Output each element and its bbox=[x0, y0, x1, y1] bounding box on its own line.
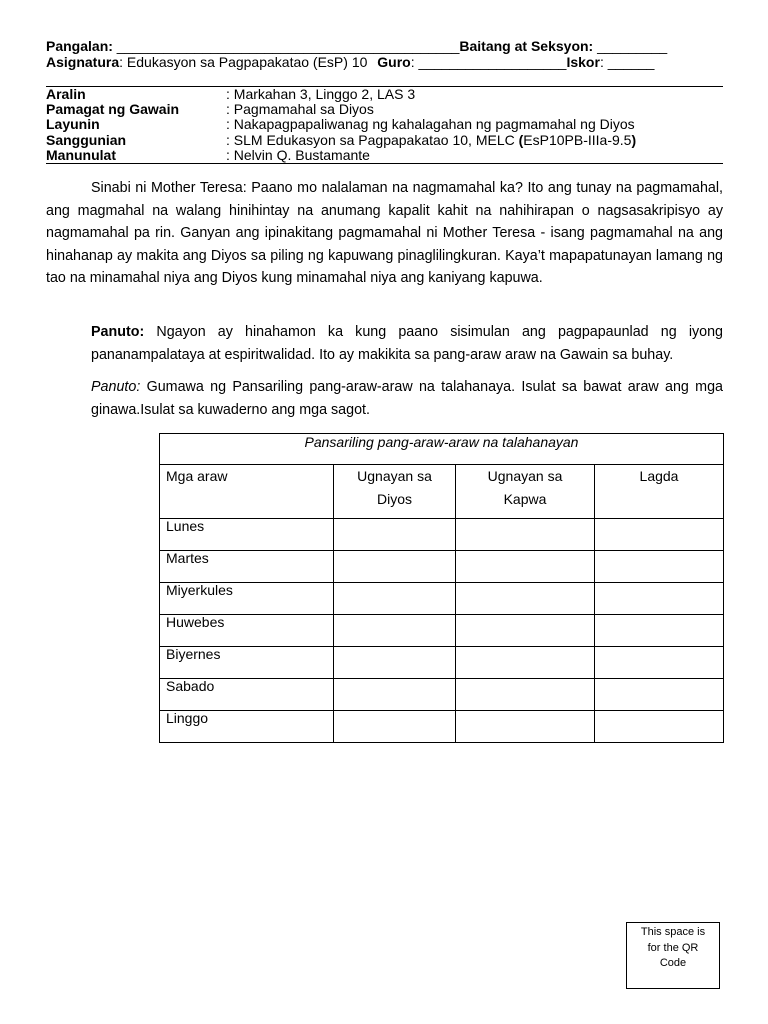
day-cell: Miyerkules bbox=[160, 583, 334, 615]
instruction-2 bbox=[91, 376, 723, 421]
signature-cell[interactable] bbox=[595, 615, 724, 647]
info-row-aralin bbox=[46, 87, 636, 102]
col-relationship-god-header: Ugnayan sa Diyos bbox=[334, 465, 456, 519]
info-row-pamagat bbox=[46, 102, 636, 117]
col-signature-header: Lagda bbox=[595, 465, 724, 519]
info-value: : Markahan 3, Linggo 2, LAS 3 bbox=[226, 86, 416, 102]
table-row bbox=[160, 551, 724, 583]
neighbor-cell[interactable] bbox=[456, 519, 595, 551]
teacher-label: Guro bbox=[377, 54, 411, 70]
day-cell: Huwebes bbox=[160, 615, 334, 647]
signature-cell[interactable] bbox=[595, 679, 724, 711]
lesson-info bbox=[46, 87, 636, 163]
info-key: Layunin bbox=[46, 116, 100, 133]
col-relationship-neighbor-header: Ugnayan sa Kapwa bbox=[456, 465, 595, 519]
table-row bbox=[160, 647, 724, 679]
name-blank[interactable]: ____________________________________________ bbox=[112, 38, 460, 54]
info-value: : Nakapagpapaliwanag ng kahalagahan ng pagmamahal ng Diyos bbox=[226, 116, 635, 133]
god-cell[interactable] bbox=[334, 583, 456, 615]
table-caption-row bbox=[160, 434, 724, 465]
signature-cell[interactable] bbox=[595, 647, 724, 679]
day-cell: Biyernes bbox=[160, 647, 334, 679]
info-value: : Pagmamahal sa Diyos bbox=[226, 101, 374, 118]
grade-section-label: Baitang at Seksyon: bbox=[459, 38, 594, 54]
table-header-row bbox=[160, 465, 724, 519]
subject-label: Asignatura bbox=[46, 54, 120, 70]
neighbor-cell[interactable] bbox=[456, 711, 595, 743]
day-cell: Sabado bbox=[160, 679, 334, 711]
signature-cell[interactable] bbox=[595, 711, 724, 743]
qr-note-line: for the QR bbox=[647, 941, 699, 954]
signature-cell[interactable] bbox=[595, 519, 724, 551]
table-row bbox=[160, 615, 724, 647]
instruction-2-text: Gumawa ng Pansariling pang-araw-araw na talahanaya. Isulat sa bawat araw ang mga ginawa.Isulat sa kuwaderno ang mga sagot. bbox=[91, 379, 723, 418]
subject-value: : Edukasyon sa Pagpapakatao (EsP) 10 bbox=[119, 54, 368, 70]
day-cell: Martes bbox=[160, 551, 334, 583]
neighbor-cell[interactable] bbox=[456, 615, 595, 647]
instruction-2-label: Panuto: bbox=[91, 379, 141, 395]
intro-paragraph: Sinabi ni Mother Teresa: Paano mo nalalaman na nagmamahal ka? Ito ang tunay na pagmamahal, ang magmahal na walang hinihintay na anumang kapalit kahit na nahihirapan o nagsasakripisyo ay nagmamahal pa rin. Ganyan ang ipinakitang pagmamahal ni Mother Teresa - isang pagmamahal na ang hinahanap ay makita ang Diyos sa piling ng kapuwang pinaglilingkuran. Kaya’t mapapatunayan lamang ng tao na minamahal niya ang Diyos kung minamahal niya ang kaniyang kapuwa. bbox=[46, 180, 723, 287]
neighbor-cell[interactable] bbox=[456, 647, 595, 679]
reference-text: : SLM Edukasyon sa Pagpapakatao 10, MELC bbox=[226, 131, 519, 148]
grade-section-blank[interactable]: _________ bbox=[593, 38, 668, 54]
god-cell[interactable] bbox=[334, 519, 456, 551]
score-blank[interactable]: : ______ bbox=[599, 54, 655, 70]
table-row bbox=[160, 711, 724, 743]
god-cell[interactable] bbox=[334, 615, 456, 647]
info-row-manunulat bbox=[46, 148, 636, 163]
god-cell[interactable] bbox=[334, 679, 456, 711]
god-cell[interactable] bbox=[334, 551, 456, 583]
name-label: Pangalan: bbox=[46, 38, 113, 54]
instruction-1-label: Panuto: bbox=[91, 324, 145, 340]
header-line-1 bbox=[46, 38, 667, 54]
instruction-1-text: Ngayon ay hinahamon ka kung paano sisimulan ang pagpapaunlad ng iyong pananampalataya at espiritwalidad. Ito ay makikita sa pang-araw araw na Gawain sa buhay. bbox=[91, 324, 723, 363]
info-row-sanggunian bbox=[46, 133, 636, 148]
info-key: Aralin bbox=[46, 86, 86, 102]
info-key: Sanggunian bbox=[46, 131, 127, 148]
table-row bbox=[160, 519, 724, 551]
god-cell[interactable] bbox=[334, 647, 456, 679]
melc-code: EsP10PB-IIIa-9.5 bbox=[523, 131, 632, 148]
table-row bbox=[160, 679, 724, 711]
info-key: Pamagat ng Gawain bbox=[46, 101, 180, 118]
god-cell[interactable] bbox=[334, 711, 456, 743]
info-value bbox=[226, 133, 636, 148]
day-cell: Linggo bbox=[160, 711, 334, 743]
signature-cell[interactable] bbox=[595, 583, 724, 615]
teacher-blank[interactable]: : ___________________ bbox=[410, 54, 567, 70]
qr-note-line: This space is bbox=[640, 926, 706, 938]
reference-paren-open: ( bbox=[518, 131, 524, 148]
neighbor-cell[interactable] bbox=[456, 679, 595, 711]
bottom-divider bbox=[46, 163, 723, 164]
day-cell: Lunes bbox=[160, 519, 334, 551]
info-row-layunin bbox=[46, 117, 636, 132]
qr-code-placeholder bbox=[626, 922, 720, 989]
info-key: Manunulat bbox=[46, 146, 116, 163]
table-row bbox=[160, 583, 724, 615]
col-days-header: Mga araw bbox=[160, 465, 334, 519]
neighbor-cell[interactable] bbox=[456, 551, 595, 583]
score-label: Iskor bbox=[566, 54, 600, 70]
info-value: : Nelvin Q. Bustamante bbox=[226, 146, 370, 163]
instruction-1 bbox=[91, 321, 723, 366]
qr-note-line: Code bbox=[659, 957, 687, 969]
table-caption: Pansariling pang-araw-araw na talahanayan bbox=[160, 434, 724, 465]
signature-cell[interactable] bbox=[595, 551, 724, 583]
daily-log-table bbox=[159, 433, 724, 743]
neighbor-cell[interactable] bbox=[456, 583, 595, 615]
header-line-2 bbox=[46, 54, 654, 70]
reference-paren-close: ) bbox=[631, 131, 637, 148]
